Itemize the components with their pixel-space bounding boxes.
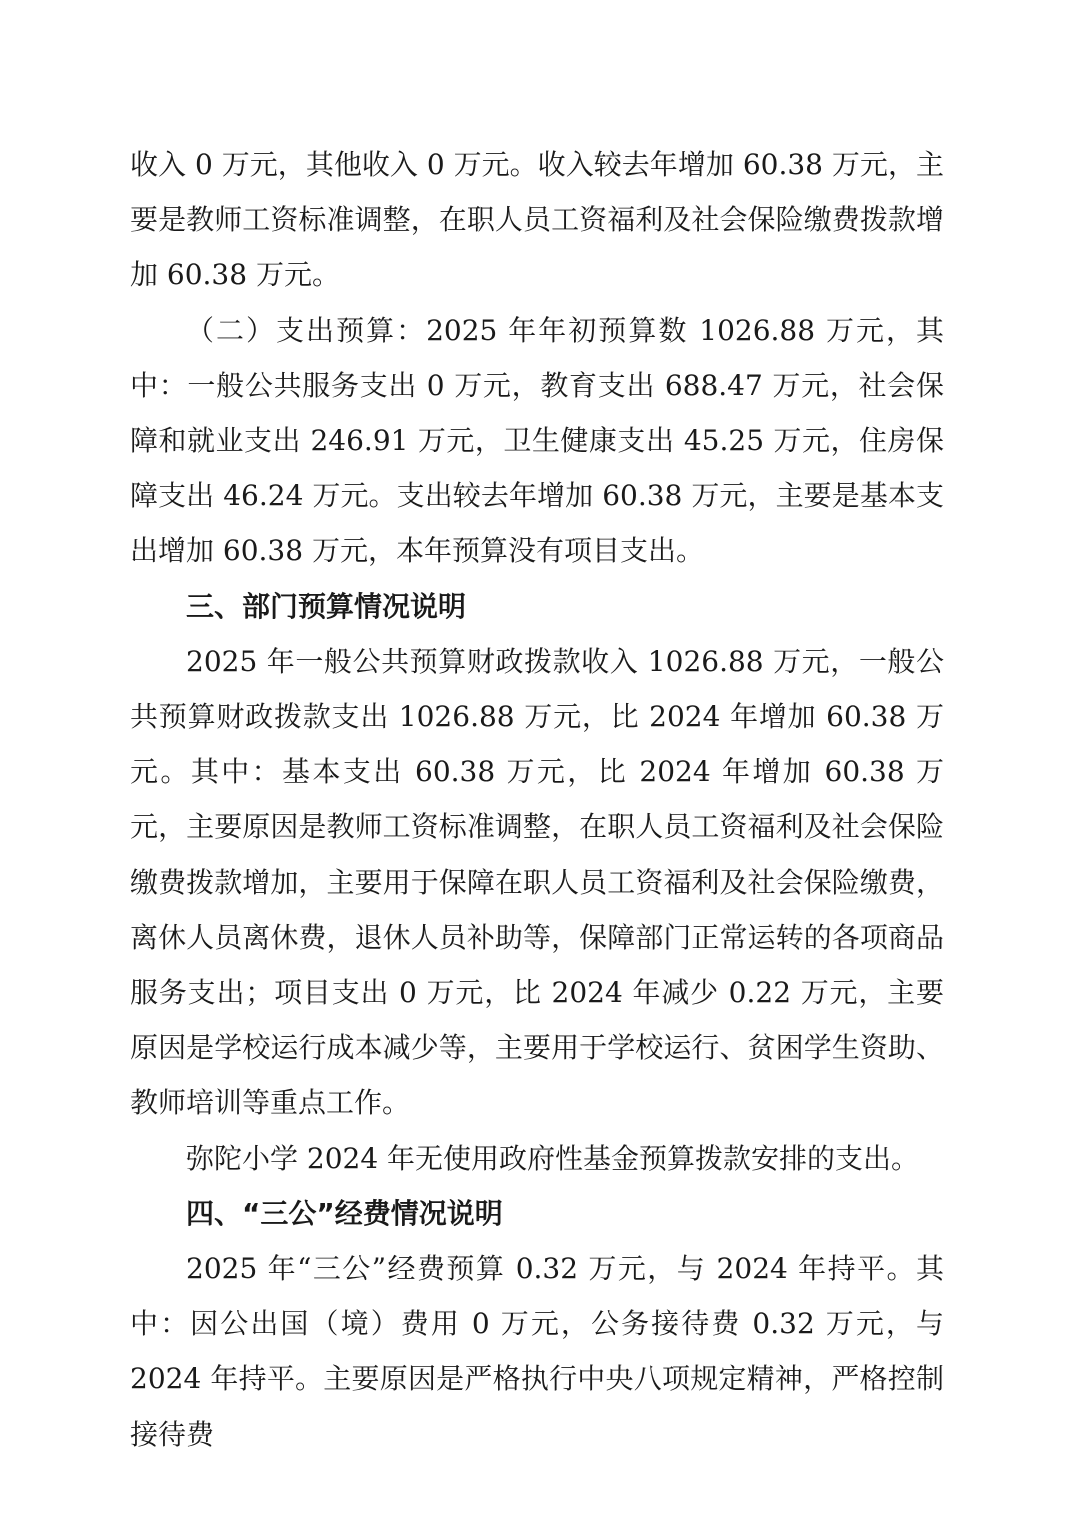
paragraph-expenditure-budget: （二）支出预算：2025 年年初预算数 1026.88 万元，其中：一般公共服务支出 0 万元，教育支出 688.47 万元，社会保障和就业支出 246.91 万元，卫生健康支出 45.25 万元，住房保障支出 46.24 万元。支出较去年增加 60.38 万元，主要是基本支出增加 60.38 万元，本年预算没有项目支出。 — [130, 313, 944, 568]
paragraph-government-fund: 弥陀小学 2024 年无使用政府性基金预算拨款安排的支出。 — [186, 1141, 920, 1175]
paragraph-three-public-expenses: 2025 年“三公”经费预算 0.32 万元，与 2024 年持平。其中：因公出国（境）费用 0 万元，公务接待费 0.32 万元，与 2024 年持平。主要原因是严格执行中央八项规定精神，严格控制接待费 — [130, 1252, 944, 1451]
document-body — [130, 137, 944, 1462]
paragraph-income-continued: 收入 0 万元，其他收入 0 万元。收入较去年增加 60.38 万元，主要是教师工资标准调整，在职人员工资福利及社会保险缴费拨款增加 60.38 万元。 — [130, 148, 944, 292]
section-heading-department-budget: 三、部门预算情况说明 — [186, 589, 467, 623]
paragraph-general-public-budget: 2025 年一般公共预算财政拨款收入 1026.88 万元，一般公共预算财政拨款支出 1026.88 万元，比 2024 年增加 60.38 万元。其中：基本支出 60.38 万元，比 2024 年增加 60.38 万元，主要原因是教师工资标准调整，在职人员工资福利及社会保险缴费拨款增加，主要用于保障在职人员工资福利及社会保险缴费，离休人员离休费，退休人员补助等，保障部门正常运转的各项商品服务支出；项目支出 0 万元，比 2024 年减少 0.22 万元，主要原因是学校运行成本减少等，主要用于学校运行、贫困学生资助、教师培训等重点工作。 — [130, 644, 944, 1120]
section-heading-three-public-expenses: 四、“三公”经费情况说明 — [186, 1196, 503, 1230]
